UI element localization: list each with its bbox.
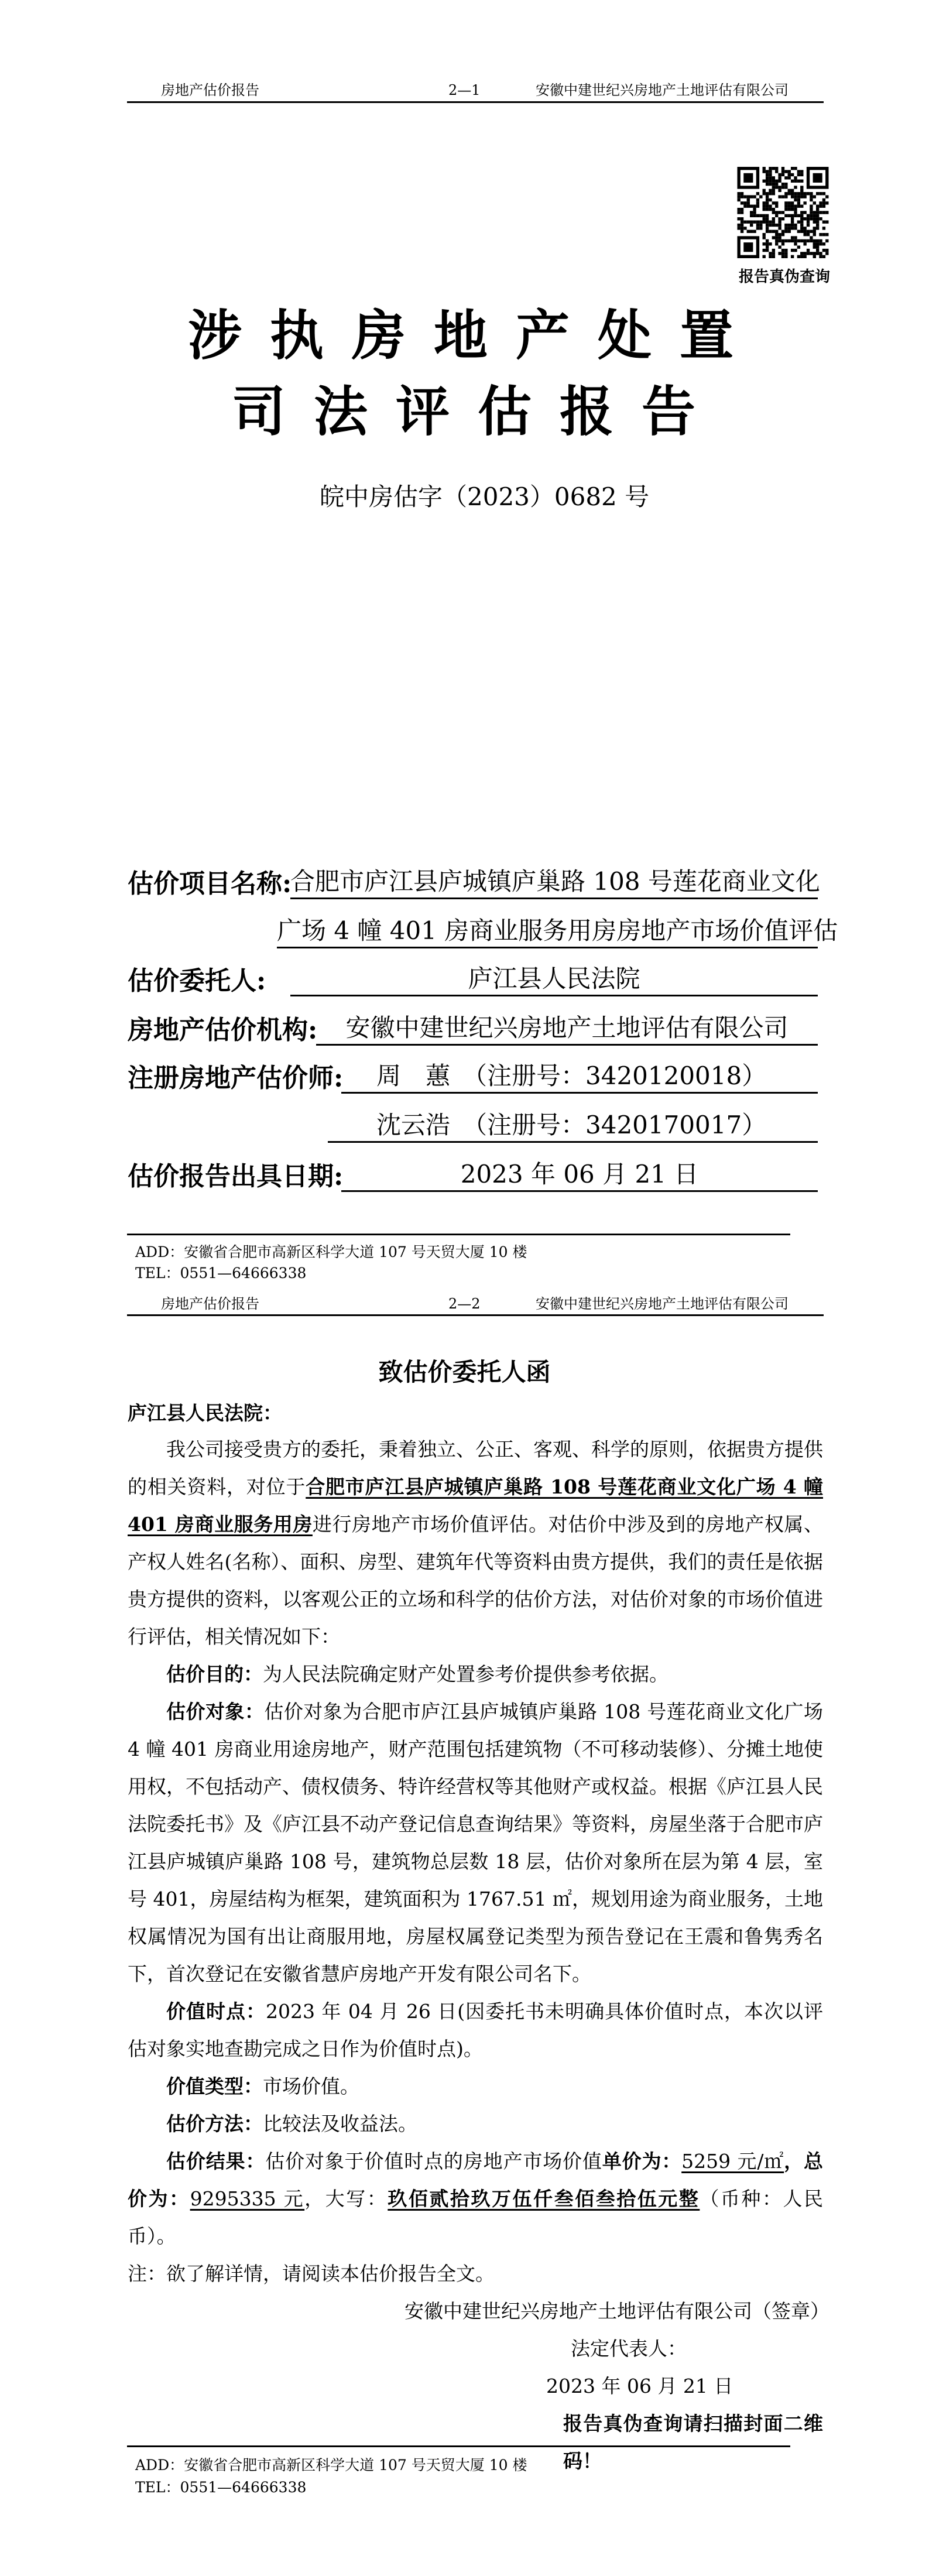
header-company: 安徽中建世纪兴房地产土地评估有限公司 (536, 1296, 789, 1312)
header-divider (127, 1314, 824, 1316)
letter-title: 致估价委托人函 (378, 1358, 551, 1386)
unit-price-label: 单价为： (602, 2150, 682, 2173)
result-text: 估价对象于价值时点的房地产市场价值 (265, 2150, 602, 2173)
value-type-paragraph (128, 2068, 823, 2105)
date-label: 估价报告出具日期: (128, 1162, 344, 1191)
signing-date: 2023 年 06 月 21 日 (546, 2375, 733, 2397)
report-number: 皖中房估字（2023）0682 号 (320, 482, 650, 511)
method-label: 估价方法： (166, 2112, 263, 2135)
intro-text-2: 进行房地产市场价值评估。对估价中涉及到的房地产权属、产权人姓名(名称）、面积、房型、建筑年代等资料由贵方提供，我们的责任是依据贵方提供的资料，以客观公正的立场和科学的估价方法，对估价对象的市场价值进行评估，相关情况如下： (128, 1513, 824, 1648)
header-page-number: 2—1 (448, 82, 481, 98)
valuer-2: 沈云浩 （注册号：3420170017） (328, 1109, 818, 1143)
verify-note: 报告真伪查询请扫描封面二维码！ (563, 2412, 823, 2472)
object-label: 估价对象： (166, 1700, 265, 1723)
unit-price: 5259 元/㎡ (681, 2150, 784, 2173)
value-type-text: 市场价值。 (263, 2075, 359, 2098)
result-paragraph (128, 2143, 823, 2255)
qr-caption: 报告真伪查询 (739, 268, 831, 286)
method-text: 比较法及收益法。 (263, 2112, 417, 2135)
capital-amount: 玖佰贰拾玖万伍仟叁佰叁拾伍元整 (388, 2187, 700, 2210)
signing-company: 安徽中建世纪兴房地产土地评估有限公司（签章） (404, 2300, 829, 2322)
method-paragraph (128, 2105, 823, 2143)
value-date-paragraph (128, 1993, 823, 2068)
letter-salutation: 庐江县人民法院： (128, 1402, 282, 1424)
total-price: 9295335 元 (190, 2187, 305, 2210)
purpose-label: 估价目的： (166, 1663, 263, 1686)
result-label: 估价结果： (166, 2150, 266, 2173)
capital-label: ，大写： (304, 2187, 388, 2210)
footer-divider (127, 2445, 790, 2447)
total-price-label: ，总价为： (128, 2150, 824, 2210)
header-title: 房地产估价报告 (161, 82, 259, 98)
date-value: 2023 年 06 月 21 日 (341, 1159, 818, 1192)
currency: （币种：人民币）。 (128, 2187, 824, 2248)
client-label: 估价委托人: (128, 966, 266, 996)
qr-code-icon[interactable] (736, 167, 829, 258)
purpose-text: 为人民法院确定财产处置参考价提供参考依据。 (263, 1663, 669, 1686)
note: 注：欲了解详情，请阅读本估价报告全文。 (128, 2262, 495, 2285)
project-value-line1: 合肥市庐江县庐城镇庐巢路 108 号莲花商业文化 (290, 866, 818, 899)
header-page-number: 2—2 (448, 1296, 481, 1312)
footer-address: ADD：安徽省合肥市高新区科学大道 107 号天贸大厦 10 楼 (135, 2457, 527, 2474)
purpose-paragraph (128, 1656, 823, 1693)
valuer-1: 周 蕙 （注册号：3420120018） (341, 1060, 818, 1094)
header-divider (127, 101, 824, 103)
valuer-label: 注册房地产估价师: (128, 1063, 344, 1093)
footer-phone: TEL：0551—64666338 (135, 1265, 307, 1282)
legal-representative: 法定代表人： (571, 2337, 687, 2360)
header-company: 安徽中建世纪兴房地产土地评估有限公司 (536, 82, 789, 98)
agency-value: 安徽中建世纪兴房地产土地评估有限公司 (316, 1012, 818, 1046)
value-date-text: 2023 年 04 月 26 日(因委托书未明确具体价值时点，本次以评估对象实地查勘完成之日作为价值时点)。 (128, 2000, 823, 2060)
value-type-label: 价值类型： (166, 2075, 263, 2098)
value-date-label: 价值时点： (166, 2000, 266, 2023)
footer-phone: TEL：0551—64666338 (135, 2479, 307, 2496)
intro-paragraph (128, 1431, 823, 1656)
letter-body (128, 1431, 829, 2480)
project-value-line2: 广场 4 幢 401 房商业服务用房房地产市场价值评估 (277, 915, 818, 948)
client-value: 庐江县人民法院 (290, 963, 818, 996)
object-text: 估价对象为合肥市庐江县庐城镇庐巢路 108 号莲花商业文化广场 4 幢 401 房商业用途房地产，财产范围包括建筑物（不可移动装修）、分摊土地使用权，不包括动产、债权债务、特许经营权等其他财产或权益。根据《庐江县人民法院委托书》及《庐江县不动产登记信息查询结果》等资料，房屋坐落于合肥市庐江县庐城镇庐巢路 108 号，建筑物总层数 18 层，估价对象所在层为第 4 层，室号 401，房屋结构为框架，建筑面积为 1767.51 ㎡，规划用途为商业服务，土地权属情况为国有出让商服用地，房屋权属登记类型为预告登记在王震和鲁隽秀名下，首次登记在安徽省慧庐房地产开发有限公司名下。 (128, 1700, 824, 1985)
footer-divider (127, 1234, 790, 1235)
header-title: 房地产估价报告 (161, 1296, 259, 1312)
object-paragraph (128, 1693, 823, 1993)
report-title-line2: 司法评估报告 (232, 380, 724, 443)
intro-text: 我公司接受贵方的委托，秉着独立、公正、客观、科学的原则，依据贵方提供的相关资料，对位于 (128, 1438, 823, 1498)
intro-property: 合肥市庐江县庐城镇庐巢路 108 号莲花商业文化广场 4 幢 401 房商业服务用房 (128, 1475, 823, 1536)
agency-label: 房地产估价机构: (128, 1015, 318, 1045)
report-title-line1: 涉执房地产处置 (188, 304, 762, 367)
footer-address: ADD：安徽省合肥市高新区科学大道 107 号天贸大厦 10 楼 (135, 1244, 527, 1260)
project-label: 估价项目名称: (128, 869, 292, 899)
